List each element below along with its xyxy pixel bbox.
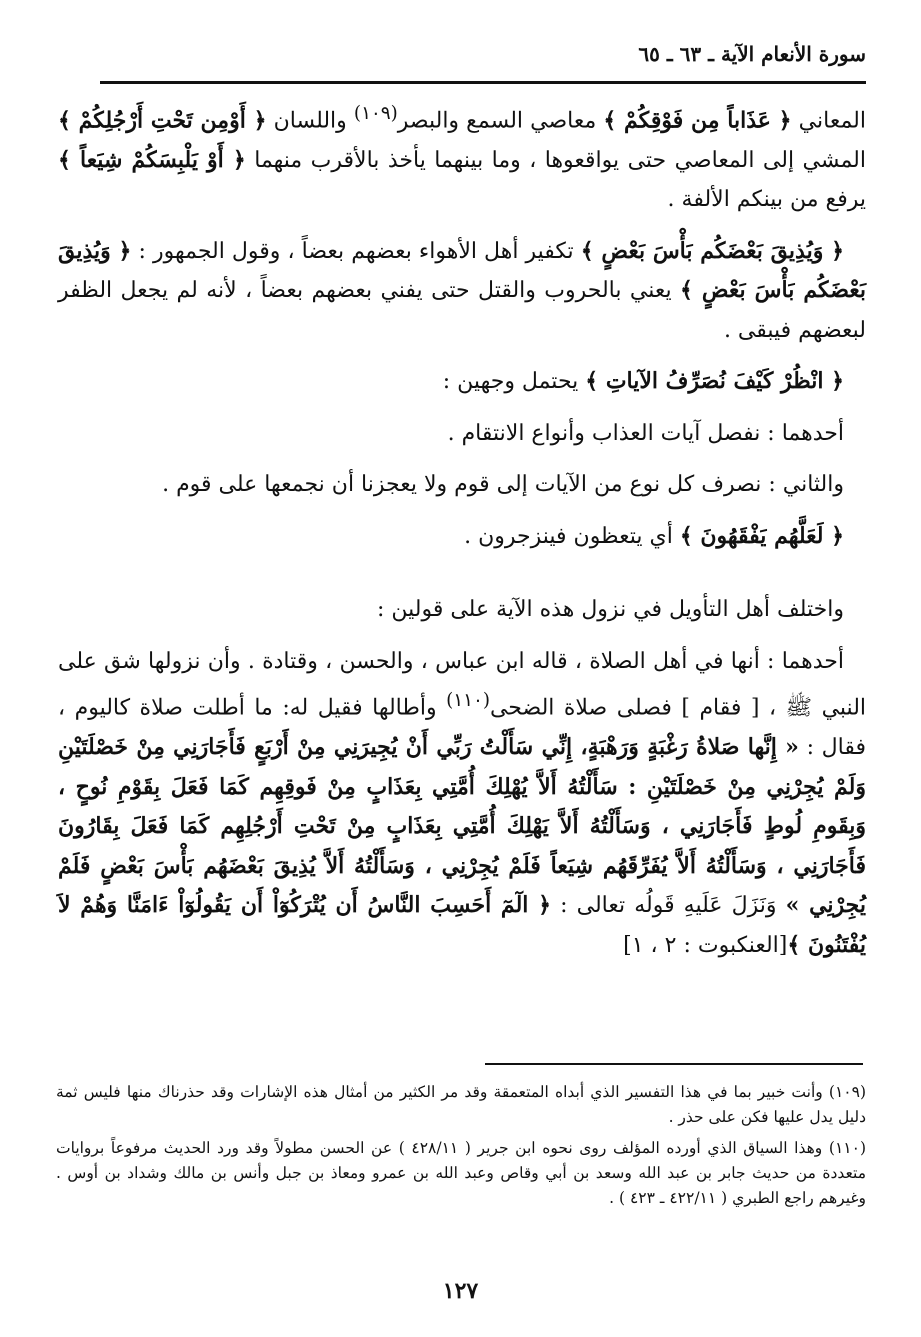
running-header <box>100 40 866 84</box>
surah-citation: [العنكبوت : ٢ ، ١] <box>623 932 788 958</box>
text-run: المشي إلى المعاصي حتى يواقعوها ، وما بينهما يأخذ بالأقرب منهما <box>245 147 866 173</box>
text-run: واللسان <box>266 108 354 134</box>
quran-quote: ﴿ وَيُذِيقَ بَعْضَكُم بَأْسَ بَعْضٍ ﴾ <box>580 237 844 264</box>
page-number: ١٢٧ <box>442 1278 479 1304</box>
footnote-ref-110[interactable]: (١١٠) <box>446 690 490 712</box>
hadith-quote: « إِنَّها صَلاةُ رَغْبَةٍ وَرَهْبَةٍ، إِنِّي سَأَلْتُ رَبِّي أَنْ يُجِيرَنِي مِنْ أَرْبَعٍ فَأَجَارَنِي مِنْ خَصْلَتَيْنِ وَلَمْ يُجِرْنِي مِنْ خَصْلَتَيْنِ : سَأَلْتُهُ أَلاَّ يُهْلِكَ أُمَّتِي بِعَذَابٍ مِنْ فَوقِهِم كَمَا فَعَلَ بِقَوْمِ نُوحٍ ، وَبِقَومِ لُوطٍ فَأَجَارَنِي ، وَسَأَلْتُهُ أَلاَّ يَهْلِكَ أُمَّتِي بِعَذَابٍ مِنْ تَحْتِ أَرْجُلِهِم كَمَا فَعَلَ بِقَارُونَ فَأَجَارَنِي ، وَسَأَلْتُهُ أَلاَّ يُفَرِّقَهُم شِيَعاً فَلَمْ يُجِرْنِي ، وَسَأَلْتُهُ أَلاَّ يُذِيقَ بَعْضَهُم بَأْسَ بَعْضٍ فَلَمْ يُجِرْنِي » <box>58 734 867 919</box>
paragraph-5: والثاني : نصرف كل نوع من الآيات إلى قوم ولا يعجزنا أن نجمعها على قوم . <box>162 472 844 498</box>
footnote-ref-109[interactable]: (١٠٩) <box>353 103 398 124</box>
footnote-separator <box>485 1063 863 1065</box>
quran-quote: ﴿ عَذَاباً مِن فَوْقِكُمْ ﴾ <box>603 107 792 134</box>
quran-quote: ﴿ وَيُذِيقَ بَعْضَكُم بَأْسَ بَعْضٍ ﴾ <box>58 237 867 304</box>
text-run: تكفير أهل الأهواء بعضهم بعضاً ، وقول الجمهور : <box>131 238 581 264</box>
text-run: أي يتعظون فينزجرون . <box>464 523 680 549</box>
quran-quote: ﴿ الٓمٓ أَحَسِبَ النَّاسُ أَن يُتْرَكُوٓاْ أَن يَقُولُوٓاْ ءَامَنَّا وَهُمْ لاَ يُفْتَنُونَ ﴾ <box>58 892 866 958</box>
header-title: سورة الأنعام الآية ـ ٦٣ ـ ٦٥ <box>638 42 866 66</box>
text-run: معاصي السمع والبصر <box>397 108 604 134</box>
text-run: يحتمل وجهين : <box>442 369 586 395</box>
footnotes <box>56 1080 866 1217</box>
footnote-109: (١٠٩) وأنت خبير بما في هذا التفسير الذي أبداه المتعمقة وقد مر الكثير من أمثال هذه الإشارات وقد حذرناك منها فليس ثمة دليل يدل عليها فكن على حذر . <box>56 1083 866 1126</box>
text-run: يرفع من بينكم الألفة . <box>667 187 866 213</box>
quran-quote: ﴿ أَوْ يَلْبِسَكُمْ شِيَعاً ﴾ <box>58 146 246 173</box>
text-run: وَنَزَلَ عَلَيهِ قَولُه تعالى : <box>551 893 786 919</box>
main-text <box>58 94 866 977</box>
paragraph-6 <box>58 517 866 557</box>
paragraph-3 <box>58 362 866 402</box>
text-run: يعني بالحروب والقتل حتى يفني بعضهم بعضاً ، لأنه لم يجعل الظفر لبعضهم فيبقى . <box>58 278 866 343</box>
quran-quote: ﴿ انْظُرْ كَيْفَ نُصَرِّفُ الآياتِ ﴾ <box>585 368 844 395</box>
paragraph-7: واختلف أهل التأويل في نزول هذه الآية على قولين : <box>376 597 844 623</box>
paragraph-8 <box>58 642 866 965</box>
quran-quote: ﴿ لَعَلَّهُم يَفْقَهُونَ ﴾ <box>679 522 844 549</box>
footnote-110: (١١٠) وهذا السياق الذي أورده المؤلف روى نحوه ابن جرير ( ٤٢٨/١١ ) عن الحسن مطولاً وقد ورد الحديث مرفوعاً بروايات متعددة من حديث جابر بن عبد الله وسعد بن أبي وقاص وعبد الله بن عمرو ومعاذ بن جبل وأنس بن مالك وشداد بن أوس . وغيرهم راجع الطبري ( ٤٢٢/١١ ـ ٤٢٣ ) . <box>56 1139 866 1207</box>
text-run: المعاني <box>791 108 866 134</box>
text-run: وأطالها فقيل له: ما أطلت صلاة كاليوم ، فقال : <box>58 695 866 761</box>
paragraph-1 <box>58 94 866 220</box>
paragraph-2 <box>58 232 866 351</box>
text-run: أحدهما : أنها في أهل الصلاة ، قاله ابن عباس ، والحسن ، وقتادة . وأن نزولها شق على النبي ﷺ ، [ فقام ] فصلى صلاة الضحى <box>58 648 867 721</box>
paragraph-4: أحدهما : نفصل آيات العذاب وأنواع الانتقام . <box>447 420 844 446</box>
header-rule <box>100 81 866 84</box>
quran-quote: ﴿ أَوْمِن تَحْتِ أَرْجُلِكُمْ ﴾ <box>58 107 267 134</box>
